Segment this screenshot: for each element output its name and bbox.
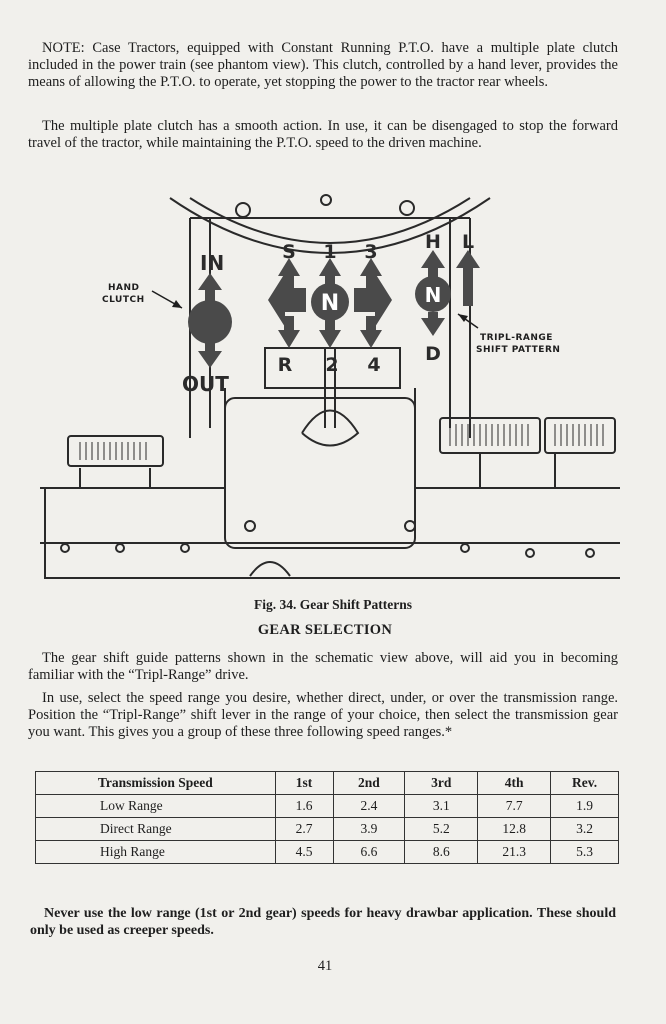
table-row xyxy=(36,795,619,818)
table-cell: 12.8 xyxy=(478,818,551,841)
table-cell: 1.9 xyxy=(551,795,619,818)
speed-table xyxy=(35,771,619,864)
figure-caption: Fig. 34. Gear Shift Patterns xyxy=(254,597,412,612)
clutch-paragraph: The multiple plate clutch has a smooth action. In use, it can be disengaged to stop the forward travel of the tractor, while maintaining the P.T.O. speed to the driven machine. xyxy=(28,118,618,151)
table-cell: 21.3 xyxy=(478,841,551,864)
table-cell: High Range xyxy=(36,841,276,864)
range-up-arrow-icon xyxy=(421,250,445,280)
gear-1-label: 1 xyxy=(323,241,337,263)
table-cell: 4.5 xyxy=(275,841,333,864)
clutch-knob xyxy=(188,300,232,344)
table-cell: Low Range xyxy=(36,795,276,818)
neutral-label: N xyxy=(320,291,340,316)
table-cell: 5.2 xyxy=(405,818,478,841)
table-header-cell: Transmission Speed xyxy=(36,772,276,795)
table-cell: 5.3 xyxy=(551,841,619,864)
tripl-range-label: SHIFT PATTERN xyxy=(476,345,561,355)
gear-selection-paragraph: The gear shift guide patterns shown in the schematic view above, will aid you in becoming familiar with the “Tripl-Range” drive. xyxy=(28,650,618,683)
table-header-cell: 4th xyxy=(478,772,551,795)
table-cell: 2.7 xyxy=(275,818,333,841)
hand-clutch-label: CLUTCH xyxy=(102,295,145,305)
table-header-cell: 1st xyxy=(275,772,333,795)
section-title: GEAR SELECTION xyxy=(257,622,393,638)
transmission-shift-pattern xyxy=(268,241,392,376)
table-cell: 8.6 xyxy=(405,841,478,864)
gear-4-label: 4 xyxy=(367,354,381,376)
range-neutral-label: N xyxy=(424,283,442,307)
gear-r-label: R xyxy=(277,354,293,376)
gear-s-label: S xyxy=(282,241,296,263)
clutch-up-arrow-icon xyxy=(198,273,222,303)
note-paragraph: NOTE: Case Tractors, equipped with Constant Running P.T.O. have a multiple plate clutch included in the power train (see phantom view). This clutch, controlled by a hand lever, provides the means of allowing the P.T.O. to operate, yet stopping the power to the tractor rear wheels. xyxy=(28,40,618,90)
tripl-range-label: TRIPL-RANGE xyxy=(480,333,553,343)
hand-clutch-label: HAND xyxy=(108,283,140,293)
clutch-down-arrow-icon xyxy=(198,341,222,368)
gear-3-label: 3 xyxy=(364,241,378,263)
speed-range-paragraph: In use, select the speed range you desire, whether direct, under, or over the transmission range. Position the “Tripl-Range” shift lever in the range of your choice, then select the transmission gear you want. This gives you a group of these three following speed ranges.* xyxy=(28,690,618,740)
range-h-label: H xyxy=(425,231,441,253)
table-header-row xyxy=(36,772,619,795)
table-row xyxy=(36,841,619,864)
table-header-cell: 2nd xyxy=(333,772,405,795)
range-l-label: L xyxy=(461,231,475,253)
table-cell: 7.7 xyxy=(478,795,551,818)
gear-2-label: 2 xyxy=(325,354,339,376)
table-header-cell: 3rd xyxy=(405,772,478,795)
gear-shift-diagram xyxy=(40,188,620,588)
out-label: OUT xyxy=(182,372,229,396)
warning-paragraph: Never use the low range (1st or 2nd gear) speeds for heavy drawbar application. These should only be used as creeper speeds. xyxy=(30,906,616,938)
table-cell: 2.4 xyxy=(333,795,405,818)
table-row xyxy=(36,818,619,841)
range-down-arrow-icon xyxy=(421,312,445,336)
range-d-label: D xyxy=(425,343,441,365)
table-header-cell: Rev. xyxy=(551,772,619,795)
page-number: 41 xyxy=(317,958,333,974)
table-cell: 3.1 xyxy=(405,795,478,818)
in-label: IN xyxy=(200,251,225,275)
table-cell: 1.6 xyxy=(275,795,333,818)
table-cell: 3.2 xyxy=(551,818,619,841)
table-cell: 6.6 xyxy=(333,841,405,864)
table-cell: 3.9 xyxy=(333,818,405,841)
pedal-grips xyxy=(80,424,603,460)
table-cell: Direct Range xyxy=(36,818,276,841)
range-up-arrow-icon xyxy=(456,250,480,306)
